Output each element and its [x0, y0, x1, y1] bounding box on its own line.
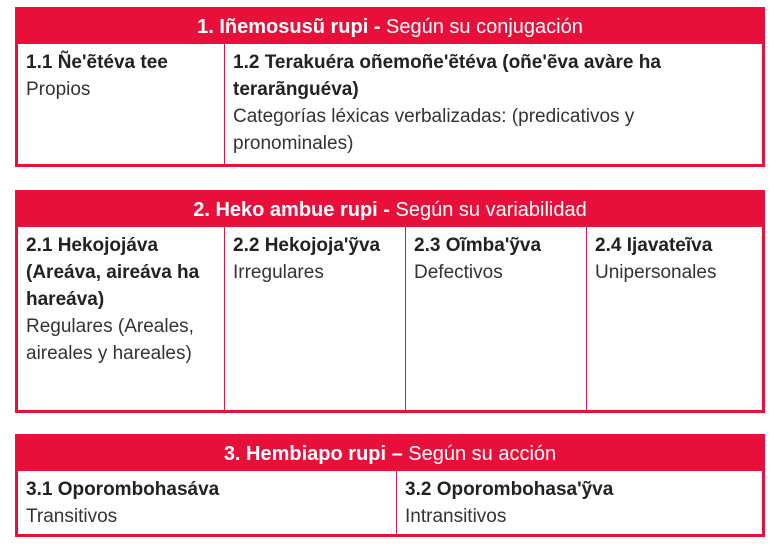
- table-header: [18, 193, 762, 227]
- table-header: [18, 10, 762, 44]
- table-header: [18, 437, 762, 471]
- table-cell: [18, 227, 224, 410]
- cell-title: 2.4 Ijavateĩva: [595, 235, 713, 256]
- table-cell: [224, 227, 405, 410]
- cell-description: Propios: [26, 79, 91, 100]
- table-row: [18, 471, 762, 534]
- cell-title: 2.2 Hekojoja'ỹva: [233, 235, 381, 256]
- header-title: 1. Iñemosusũ rupi -: [197, 16, 387, 38]
- conjugation-table: [15, 7, 765, 167]
- cell-description: Categorías léxicas verbalizadas: (predicativos y pronominales): [233, 106, 635, 154]
- cell-title: 3.1 Oporombohasáva: [26, 479, 220, 500]
- header-subtitle: Según su variabilidad: [395, 199, 587, 221]
- variability-table: [15, 190, 765, 413]
- cell-title: 3.2 Oporombohasa'ỹva: [405, 479, 614, 500]
- cell-title: 2.1 Hekojojáva (Areáva, aireáva ha hareáva): [26, 235, 200, 310]
- cell-description: Intransitivos: [405, 506, 507, 527]
- header-subtitle: Según su conjugación: [386, 16, 583, 38]
- cell-description: Irregulares: [233, 262, 324, 283]
- table-row: [18, 44, 762, 164]
- table-cell: [18, 471, 396, 534]
- table-cell: [405, 227, 586, 410]
- cell-description: Defectivos: [414, 262, 503, 283]
- cell-description: Regulares (Areales, aireales y hareales): [26, 316, 194, 364]
- header-title: 2. Heko ambue rupi -: [193, 199, 396, 221]
- cell-title: 1.1 Ñe'ẽtéva tee: [26, 52, 168, 73]
- header-title: 3. Hembiapo rupi –: [223, 443, 409, 465]
- cell-title: 1.2 Terakuéra oñemoñe'ẽtéva (oñe'ẽva avàre ha terarãnguéva): [233, 52, 661, 100]
- table-cell: [586, 227, 762, 410]
- cell-description: Transitivos: [26, 506, 118, 527]
- table-cell: [18, 44, 224, 164]
- table-row: [18, 227, 762, 410]
- action-table: [15, 434, 765, 537]
- table-cell: [224, 44, 762, 164]
- table-cell: [396, 471, 762, 534]
- cell-title: 2.3 Oĩmba'ỹva: [414, 235, 542, 256]
- cell-description: Unipersonales: [595, 262, 717, 283]
- header-subtitle: Según su acción: [408, 443, 557, 465]
